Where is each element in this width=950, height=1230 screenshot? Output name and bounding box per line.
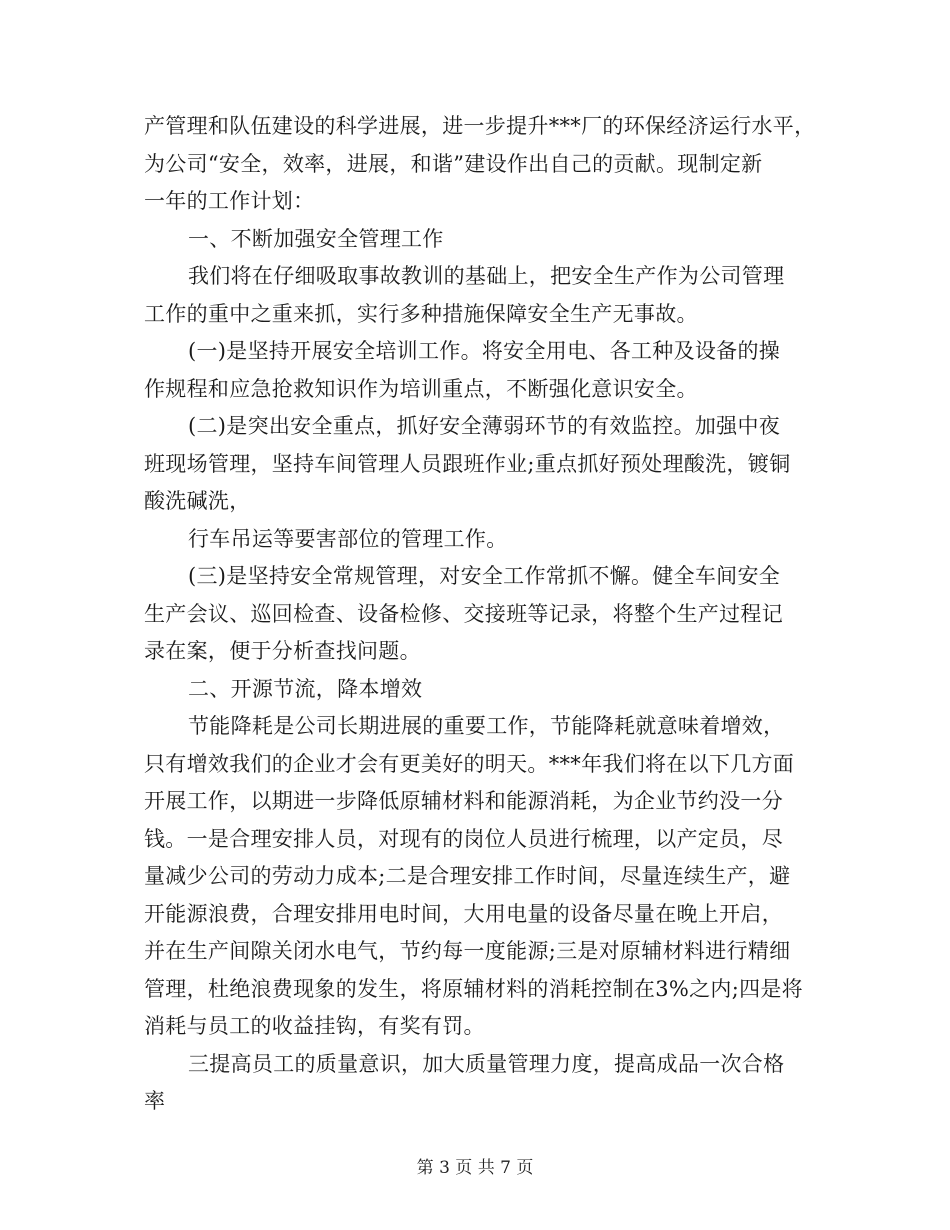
text-line: 开能源浪费，合理安排用电时间，大用电量的设备尽量在晚上开启， (144, 902, 783, 926)
text-line: 班现场管理，坚持车间管理人员跟班作业;重点抓好预处理酸洗，镀铜 (144, 452, 791, 476)
text-line: 只有增效我们的企业才会有更美好的明天。***年我们将在以下几方面 (144, 752, 795, 776)
text-line: 并在生产间隙关闭水电气，节约每一度能源;三是对原辅材料进行精细 (144, 939, 791, 963)
text-line: 开展工作，以期进一步降低原辅材料和能源消耗，为企业节约没一分 (144, 789, 783, 813)
text-line: 录在案，便于分析查找问题。 (144, 639, 421, 663)
section-heading: 一、不断加强安全管理工作 (188, 227, 444, 251)
text-line: 工作的重中之重来抓，实行多种措施保障安全生产无事故。 (144, 302, 698, 326)
text-line: 产管理和队伍建设的科学进展，进一步提升***厂的环保经济运行水平， (144, 114, 816, 138)
page-number-footer: 第 3 页 共 7 页 (416, 1158, 534, 1178)
text-line: 行车吊运等要害部位的管理工作。 (188, 527, 508, 551)
text-line: 管理，杜绝浪费现象的发生，将原辅材料的消耗控制在3%之内;四是将 (144, 977, 803, 1001)
text-line: 量减少公司的劳动力成本;二是合理安排工作时间，尽量连续生产，避 (144, 864, 791, 888)
section-heading: 二、开源节流，降本增效 (188, 677, 423, 701)
text-line: 生产会议、巡回检查、设备检修、交接班等记录，将整个生产过程记 (144, 602, 783, 626)
text-line: (二)是突出安全重点，抓好安全薄弱环节的有效监控。加强中夜 (188, 414, 781, 438)
text-line: 一年的工作计划： (144, 189, 315, 213)
text-line: 率 (144, 1089, 166, 1113)
section-heading: 三提高员工的质量意识，加大质量管理力度，提高成品一次合格 (188, 1052, 785, 1076)
text-line: 消耗与员工的收益挂钩，有奖有罚。 (144, 1014, 485, 1038)
text-line: (一)是坚持开展安全培训工作。将安全用电、各工种及设备的操 (188, 339, 781, 363)
text-line: 为公司“安全，效率，进展，和谐”建设作出自己的贡献。现制定新 (144, 152, 763, 176)
text-line: 我们将在仔细吸取事故教训的基础上，把安全生产作为公司管理 (188, 264, 785, 288)
text-line: 酸洗碱洗， (144, 489, 251, 513)
text-line: (三)是坚持安全常规管理，对安全工作常抓不懈。健全车间安全 (188, 564, 781, 588)
text-line: 节能降耗是公司长期进展的重要工作，节能降耗就意味着增效， (188, 714, 785, 738)
text-line: 作规程和应急抢救知识作为培训重点，不断强化意识安全。 (144, 377, 698, 401)
text-line: 钱。一是合理安排人员，对现有的岗位人员进行梳理，以产定员，尽 (144, 827, 783, 851)
